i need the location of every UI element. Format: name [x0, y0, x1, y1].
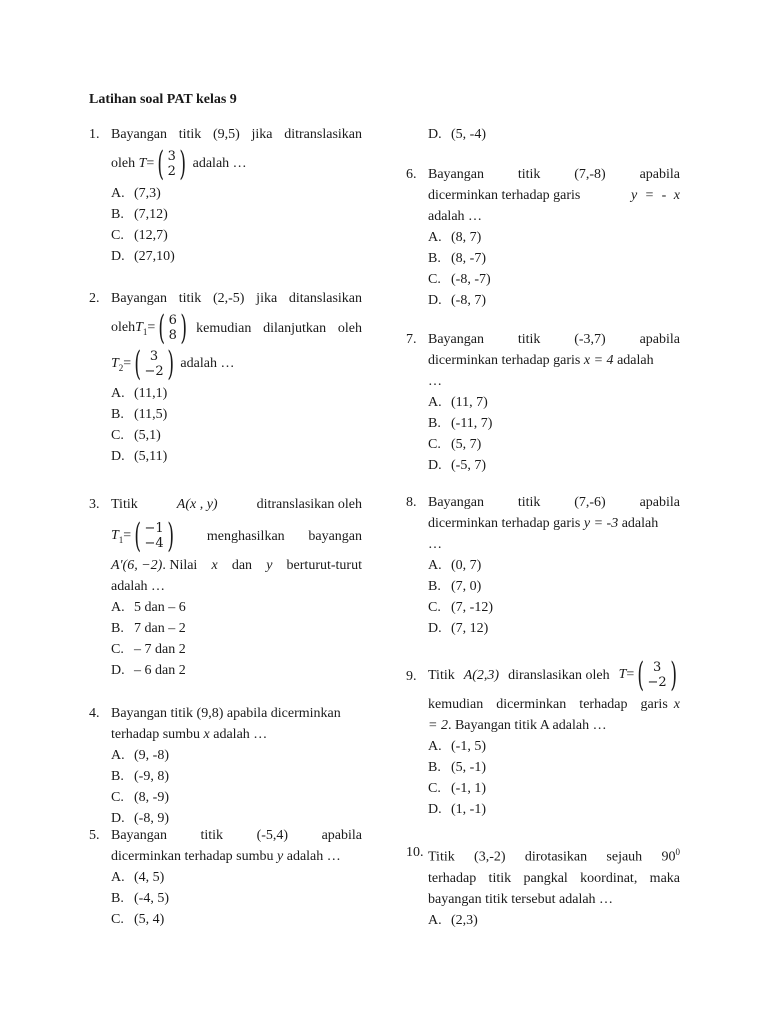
question-6: 6. Bayangan titik (7,-8) apabila dicerminkan terhadap garis y = - x adalah … A. (8, 7) B. (8, -7) C. (-8, -7) D. (-8, 7) — [406, 164, 680, 311]
option-d: D. (-8, 9) — [111, 811, 169, 826]
question-text: Bayangan titik (9,8) apabila dicerminkan — [111, 706, 341, 721]
translation-vector: ( 3 −2 ) — [637, 655, 677, 695]
question-3: 3. Titik A(x , y) ditranslasikan oleh $T_1=$ ( −1 −4 ) menghasilkan bayangan A'(6, −2). Nilai x dan y berturut-turut adalah … A. 5 dan – 6 B. 7 dan – 2 C. – 7 dan 2 D. – 6 dan 2 — [89, 494, 362, 681]
question-text: Bayangan titik (7,-8) apabila — [428, 167, 680, 182]
math-point: A(2,3) — [463, 667, 500, 683]
question-number: 5. — [89, 828, 100, 843]
option-a: A. (11, 7) — [428, 395, 488, 410]
question-5-continued — [406, 124, 680, 145]
option-c: C. (7, -12) — [428, 600, 493, 615]
option-a: A. 5 dan – 6 — [111, 600, 186, 615]
option-a: A. (0, 7) — [428, 558, 482, 573]
question-number: 8. — [406, 495, 417, 510]
option-c: C. (5,1) — [111, 428, 161, 443]
option-b: B. (8, -7) — [428, 251, 486, 266]
option-d: D. (5, -4) — [428, 127, 486, 142]
option-a: A. (7,3) — [111, 186, 161, 201]
math-symbol: T — [111, 356, 119, 372]
option-c: C. (-8, -7) — [428, 272, 491, 287]
question-number: 10. — [406, 845, 424, 860]
question-number: 2. — [89, 291, 100, 306]
option-d: D. (-5, 7) — [428, 458, 486, 473]
option-c: C. (-1, 1) — [428, 781, 486, 796]
question-text: Bayangan titik (-5,4) apabila — [111, 828, 362, 843]
question-text: Bayangan titik (7,-6) apabila — [428, 495, 680, 510]
question-text: menghasilkan bayangan — [206, 528, 362, 544]
translation-vector: ( −1 −4 ) — [134, 516, 174, 556]
question-text: adalah … — [192, 156, 247, 172]
option-a: A. (11,1) — [111, 386, 168, 401]
question-text: adalah … — [180, 356, 235, 372]
option-d: D. (1, -1) — [428, 802, 486, 817]
math-symbol: T — [111, 528, 119, 544]
page-title: Latihan soal PAT kelas 9 — [89, 92, 237, 107]
math-operator: = — [146, 156, 155, 172]
question-8: 8. Bayangan titik (7,-6) apabila dicerminkan terhadap garis y = -3 adalah … A. (0, 7) B. (7, 0) C. (7, -12) D. (7, 12) — [406, 492, 680, 639]
math-point: A(x , y) — [176, 497, 218, 512]
option-b: B. (7, 0) — [428, 579, 482, 594]
question-number: 9. — [406, 669, 417, 684]
translation-vector-1: ( 6 8 ) — [158, 308, 187, 348]
question-number: 6. — [406, 167, 417, 182]
question-text: oleh — [111, 320, 136, 336]
option-d: D. (7, 12) — [428, 621, 489, 636]
option-b: B. (5, -1) — [428, 760, 486, 775]
question-text: Bayangan titik (-3,7) apabila — [428, 332, 680, 347]
vector-entry: 2 — [167, 164, 176, 179]
question-text: ditranslasikan oleh — [256, 497, 362, 512]
vector-entry: 3 — [167, 149, 176, 164]
question-4: 4. Bayangan titik (9,8) apabila dicerminkan terhadap sumbu x adalah … A. (9, -8) B. (-9, 8) C. (8, -9) D. (-8, 9) — [89, 703, 362, 829]
option-b: B. (-4, 5) — [111, 891, 169, 906]
question-text: kemudian dilanjutkan oleh — [196, 320, 362, 336]
option-b: B. (7,12) — [111, 207, 168, 222]
translation-vector-2: ( 3 −2 ) — [134, 344, 174, 384]
option-a: A. (4, 5) — [111, 870, 165, 885]
option-a: A. (9, -8) — [111, 748, 169, 763]
math-symbol: T — [135, 320, 143, 336]
option-c: C. (5, 4) — [111, 912, 165, 927]
question-5: 5. Bayangan titik (-5,4) apabila dicerminkan terhadap sumbu y adalah … A. (4, 5) B. (-4, 5) C. (5, 4) — [89, 825, 362, 930]
question-7: 7. Bayangan titik (-3,7) apabila dicerminkan terhadap garis x = 4 adalah … A. (11, 7) B. (-11, 7) C. (5, 7) D. (-5, 7) — [406, 329, 680, 476]
question-1 — [89, 124, 362, 267]
option-c: C. (5, 7) — [428, 437, 482, 452]
option-a: A. (8, 7) — [428, 230, 482, 245]
option-b: B. 7 dan – 2 — [111, 621, 186, 636]
option-d: D. – 6 dan 2 — [111, 663, 186, 678]
math-point: A'(6, −2) — [111, 558, 163, 573]
option-c: C. (12,7) — [111, 228, 168, 243]
translation-vector: ( 3 2 ) — [157, 144, 186, 184]
question-10: 10. Titik (3,-2) dirotasikan sejauh $90^0$ terhadap titik pangkal koordinat, maka bayangan titik tersebut adalah … A. (2,3) — [406, 842, 680, 931]
option-d: D. (-8, 7) — [428, 293, 486, 308]
question-number: 1. — [89, 127, 100, 142]
question-2: 2. Bayangan titik (2,-5) jika ditanslasikan olehT$_1$= ( 6 8 ) kemudian dilanjutkan oleh $T_2=$ ( 3 −2 ) adalah … A. (11,1) B. (11,5) C. (5,1) D. (5,11) — [89, 288, 362, 467]
question-text: Titik — [111, 497, 138, 512]
question-text: adalah … — [111, 579, 166, 594]
question-number: 3. — [89, 497, 100, 512]
question-9: 9. Titik A(2,3) diranslasikan oleh T= ( 3 −2 ) kemudian dicerminkan terhadap garis x = 2. Bayangan titik A adalah … A. (-1, 5) B. (5, -1) C. (-1, 1) D. (1, -1) — [406, 658, 680, 820]
option-a: A. (2,3) — [428, 912, 478, 928]
option-c: C. – 7 dan 2 — [111, 642, 186, 657]
question-text: Bayangan titik (2,-5) jika ditanslasikan — [111, 291, 362, 306]
question-text: Bayangan titik (9,5) jika ditranslasikan — [111, 127, 362, 142]
option-c: C. (8, -9) — [111, 790, 169, 805]
option-b: B. (-11, 7) — [428, 416, 493, 431]
option-b: B. (-9, 8) — [111, 769, 169, 784]
option-d: D. (27,10) — [111, 249, 175, 264]
option-b: B. (11,5) — [111, 407, 168, 422]
math-symbol: T — [138, 156, 147, 172]
question-text: oleh — [111, 156, 136, 172]
option-d: D. (5,11) — [111, 449, 168, 464]
option-a: A. (-1, 5) — [428, 739, 486, 754]
question-number: 7. — [406, 332, 417, 347]
question-number: 4. — [89, 706, 100, 721]
